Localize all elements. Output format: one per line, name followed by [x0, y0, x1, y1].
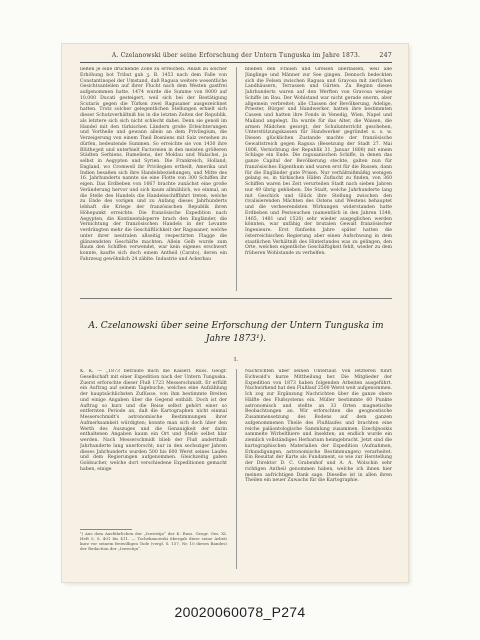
page-number: 247	[379, 52, 392, 59]
footnote: ¹) Aus dem Ausführlichen der „Iswestija“ der K. Russ. Geogr. Ges. XI. Heft 5, S. 401 bis 411. — Tschekanowski übergab diese seine Arbeit kurz vor seinem freiwilligen Tode (vergl. S. 157, Nr. 10 dieses Bandes) der Redaction der „Iswestija“.	[80, 532, 227, 551]
top-right-column: blieben den Frauen und Greisen überlassen, weil alle Jünglinge und Männer zur See gingen. Dennoch bedeckten sich die Felsen zwischen Ragusa und Gravosa mit zierlichen Landhäusern, Terrassen und Gärten. Zu Beginn dieses Jahrhunderts waren auf den Werften von Gravosa wenige Schiffe im Bau. Der Wohlstand war nicht gerade enorm, aber allgemein verbreitet; alle Classen der Bevölkerung, Adelige, Priester, Bürger und Handwerker, hatten ihre bestimmten Cassen und hatten ihre Fonds in Venedig, Wien, Napel und Mailand angelegt. Da wurde für das Alter, die Waisen, die armen Mädchen gesorgt, der Schulunterricht geschehen, Unterstützungskassen für Handwerker gegründet u. s. w. Diesen glücklichen Zustande machte der französische Gewaltstreich gegen Ragusa (Besetzung der Stadt 27. Mai 1806, Vernichtung der Republik 31. Januar 1808) mit einem Schlage ein Ende. Die ragusanischen Schiffe, in denen das ganze Capital der Bevölkerung steckte, galten nun für französisches Eigenthum und waren erst für die Russen, dann für die Engländer gute Prisen. Nur verhältnißmäßig wenigen gelang es, in türkischen Häfen Zuflucht zu finden, von 360 Schiffen waren bei Zeit verurteilen Stadt nach sieben Jahren nur 49 übrig geblieben. Die Stadt, welche Jahrhunderte lang mit Geschick und Glück ihre Stellung zwischen den rivalisierenden Mächten des Ostens und Westens behauptet und die verheerendsten Wirkungen widerstanden hatte Erdbeben und Pestseuchen (namentlich in den Jahren 1348, 1465, 1481 und 1526) sehr wieder ausgeglichen werden könnten, war unfähig der brutalen Gewalt französischer Ingenieure. Erst fünfzehn Jahre später hatten die österreichischen Regierung aber einen Aufschwung in dem staatlichen Verhältniß des Hinterlandes was zu gelingen, den Orte, welchen eigentliche Geschäftigkeit fehlt, wieder zu dem früheren Wohlstande zu verhelfen.	[245, 67, 392, 256]
running-head-title: A. Czelanowski über seine Erforschung der Untern Tunguska im Jahre 1873.	[111, 52, 361, 59]
section-separator-rule	[80, 298, 392, 299]
top-left-column: ließen je eine drückende Zölle zu erreichen. Anlaß zu solcher Erhöhung bot Tribut gab ʒ. B. 1453 nach dem Falle von Constantinopel der Umstand, daß Ragusa weitere wesentliche Gesichtsanteilen auf ihrer Flucht nach dem Westen gastfrei aufgenommen hatte. 1474 wurde die Summe von 8000 auf 10,000 Ducati gesteigert, weil sich bei der Bestätigung Scutaris gegen die Türken zwei Ragusaner ausgezeichnet hatten. Trotz solcher gelegentlichen Stellungen erhielt sich dieser Schutzverhältniß bis in die letzten Zeiten der Republik, als letztere sich sich nicht schlecht dabei. Denn sie genoß im Handel mit den türkischen Ländern große Erleichterungen und Vortheile und gewann allein an dem Privilegium, die Verzeigerung von einem Theil Bosniens mit Salz versehen zu dürfen, bedeutende Summen. So erreichte sie von 1430 ihre Blütheʒeit und unterhielt Factoreien in den meisten größeren Städten Serbiens, Rumeliens, der Moldau und Walachei, ja selbst in Aegypten und Syrien. Die Frankreich, Holland, England, wo Cromwell ihr Privilegien ertheilt, Amerika und Indien besaßen sich ihre Handelsbeziehungen, und Mitte des 16. Jahrhunderts nannte sie eine Flotte von 300 Schiffen ihr eigen. Das Erdbeben von 1667 brachte zunächst eine große Veränderung hervor und sich kaum allmählich, wo einmal, an die Stelle des Handels die Handelsschifffahrt treten, welche zu Ende des vorigen und zu Anfang dieses Jahrhunderts lebhaft die Kriege der französischen Republik ihren Höhepunkt erreichte. Die französische Expedition nach Aegypten, die Kontinentalsperre brach den Engländer, die Vernichtung der französischen Handels in der Levante verdrängten mehr die Geschäftlichkeit der Ragusaner, welche unter ihrer neutralen allseitig respectirten Flagge die glänzendsten Geschäfte machten. Allein Gelb wurde zum Baum den Schiffen verwendet, war kein eigenes erschwert konnte, kaufte sich doch einem Antheil (Carato), deren ein Fahrzeug gewöhnlich 24 zählte. Industrie und Ackerbau	[80, 67, 227, 262]
archive-id-label: 20020060078_P274	[174, 604, 306, 620]
section-number: I.	[234, 357, 238, 363]
bottom-column-divider	[236, 369, 237, 569]
footnote-rule	[80, 529, 132, 530]
bottom-right-column: Nachrichten über seinen Unterlauf. Von letzteren führt Eichwald's kurze Mittheilung her. Die Mitglieder der Expedition von 1873 haben folgenden Arbeiten ausgeführt. Nachwirkend hat den Flußlauf 2500 Werst weit aufgenommen. Ich zog zur Ergänzung Nachrichten über die ganze obere Hälfte des Flußsystems ein. Müller bestimmte 60 Punkte astronomisch und stellte an 33 Orten magnetische Beobachtungen an. Wir erforschten die geognostische Zusammensetzung des Bodens auf dem ganzen aufgenommenen Theile des Flußlaufes und brachten eine reiche paläontologische Sammlung zusammen. Ezechjnoskis sammelte Wirbelthiere und Insekten; an endlich wurde ein ziemlich vollständiges Herbarium heimgebracht. Jetzt sind die kartographischen Materialien der Expedition (Aufnahmen, Erkundigungen, astronomische Bestimmungen) verarbeitet. Ein Resultat der Karte als Fundament, so wie zur Herstellung der Direktor D. C. Grabenhof und A. A. Wolschin sehr richtigen Antheil genommen haben, welche ich ihnen hier meinen aufrichtigen Dank sage. Dieselbe ist in allen ihren Theilen ein neuer Zuwachs für die Kartographie.	[245, 369, 392, 484]
header-rule	[80, 62, 392, 63]
bottom-left-column: K. K. — „1873 betraute mich die Kaiserl. Russ. Geogr. Gesellschaft mit einer Expedition nach der Untern Tunguska. Zuerst erforschte dieser Fluß 1723 Messerschmidt. Er erfüllt ein Auftrag auf seinem Tagebuche, welches eine Aufzählung der hauptsächlichsten Zuflüsse, von ihm bestimmte Breiten und einige Angaben über die Gegend enthält. Doch ist der Auftrag so kurz und die Reise selbst gehört einer so entfernten Periode an, daß die Kartographen nicht einmal Messerschmidt's astronomische Bestimmungen ihrer Aufmerksamkeit würdigten; konnte man sich doch über den Werth des Auszuges und die Genauigkeit der darin enthaltenen Angaben kaum ein Ort und Stelle selbst klar werden. Nach Messerschmidt blieb der Fluß anderthalb Jahrhunderte lang unerforscht; nur in den sechsziger Jahren dieses Jahrhunderts wurden 500 bis 600 Werst seines Laufes und dem Regierungen aufgenommen. Gleichzeitig gaben Goldsucher, welche dort verschiedene Expeditionen gemacht haben, einige	[80, 369, 227, 472]
top-column-divider	[236, 67, 237, 291]
article-title: A. Czelanowski über seine Erforschung der Untern Tunguska im Jahre 1873¹).	[88, 321, 384, 344]
